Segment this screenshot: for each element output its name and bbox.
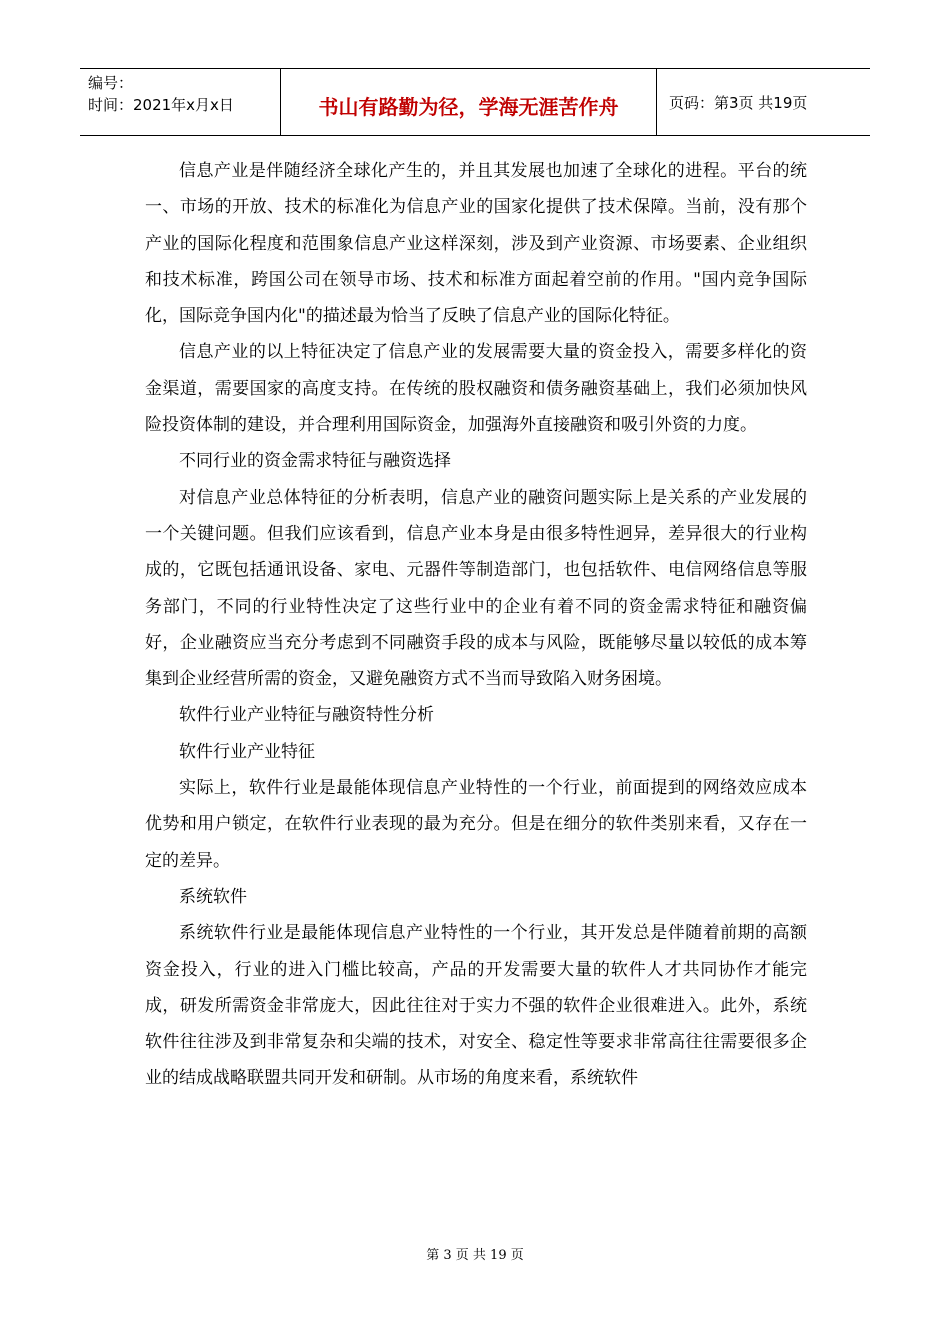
header-motto: 书山有路勤为径，学海无涯苦作舟 <box>281 69 657 135</box>
body-paragraph: 信息产业是伴随经济全球化产生的，并且其发展也加速了全球化的进程。平台的统一、市场的开放、技术的标准化为信息产业的国家化提供了技术保障。当前，没有那个产业的国际化程度和范围象信息产业这样深刻，涉及到产业资源、市场要素、企业组织和技术标准，跨国公司在领导市场、技术和标准方面起着空前的作用。"国内竞争国际化，国际竞争国内化"的描述最为恰当了反映了信息产业的国际化特征。 <box>145 161 807 327</box>
section-heading: 不同行业的资金需求特征与融资选择 <box>179 451 451 472</box>
page-header <box>80 68 870 136</box>
page-footer: 第 3 页 共 19 页 <box>426 1248 524 1263</box>
body-paragraph: 系统软件行业是最能体现信息产业特性的一个行业，其开发总是伴随着前期的高额资金投入，行业的进入门槛比较高，产品的开发需要大量的软件人才共同协作才能完成，研发所需资金非常庞大，因此往往对于实力不强的软件企业很难进入。此外，系统软件往往涉及到非常复杂和尖端的技术，对安全、稳定性等要求非常高往往需要很多企业的结成战略联盟共同开发和研制。从市场的角度来看，系统软件 <box>145 923 807 1089</box>
document-date-label: 时间：2021年x月x日 <box>88 96 234 114</box>
subsection-heading: 系统软件 <box>179 886 247 907</box>
body-paragraph: 实际上，软件行业是最能体现信息产业特性的一个行业，前面提到的网络效应成本优势和用户锁定，在软件行业表现的最为充分。但是在细分的软件类别来看，又存在一定的差异。 <box>145 778 807 871</box>
body-paragraph: 信息产业的以上特征决定了信息产业的发展需要大量的资金投入，需要多样化的资金渠道，需要国家的高度支持。在传统的股权融资和债务融资基础上，我们必须加快风险投资体制的建设，并合理利用国际资金，加强海外直接融资和吸引外资的力度。 <box>145 342 807 436</box>
document-body <box>145 153 807 1097</box>
subsection-heading: 软件行业产业特征 <box>179 741 315 762</box>
section-heading: 软件行业产业特征与融资特性分析 <box>179 705 434 726</box>
document-number-label: 编号： <box>88 74 134 92</box>
header-meta <box>80 69 281 135</box>
header-page-info: 页码：第3页 共19页 <box>669 93 808 112</box>
body-paragraph: 对信息产业总体特征的分析表明，信息产业的融资问题实际上是关系的产业发展的一个关键问题。但我们应该看到，信息产业本身是由很多特性迥异，差异很大的行业构成的，它既包括通讯设备、家电、元器件等制造部门，也包括软件、电信网络信息等服务部门，不同的行业特性决定了这些行业中的企业有着不同的资金需求特征和融资偏好，企业融资应当充分考虑到不同融资手段的成本与风险，既能够尽量以较低的成本筹集到企业经营所需的资金，又避免融资方式不当而导致陷入财务困境。 <box>145 487 807 690</box>
